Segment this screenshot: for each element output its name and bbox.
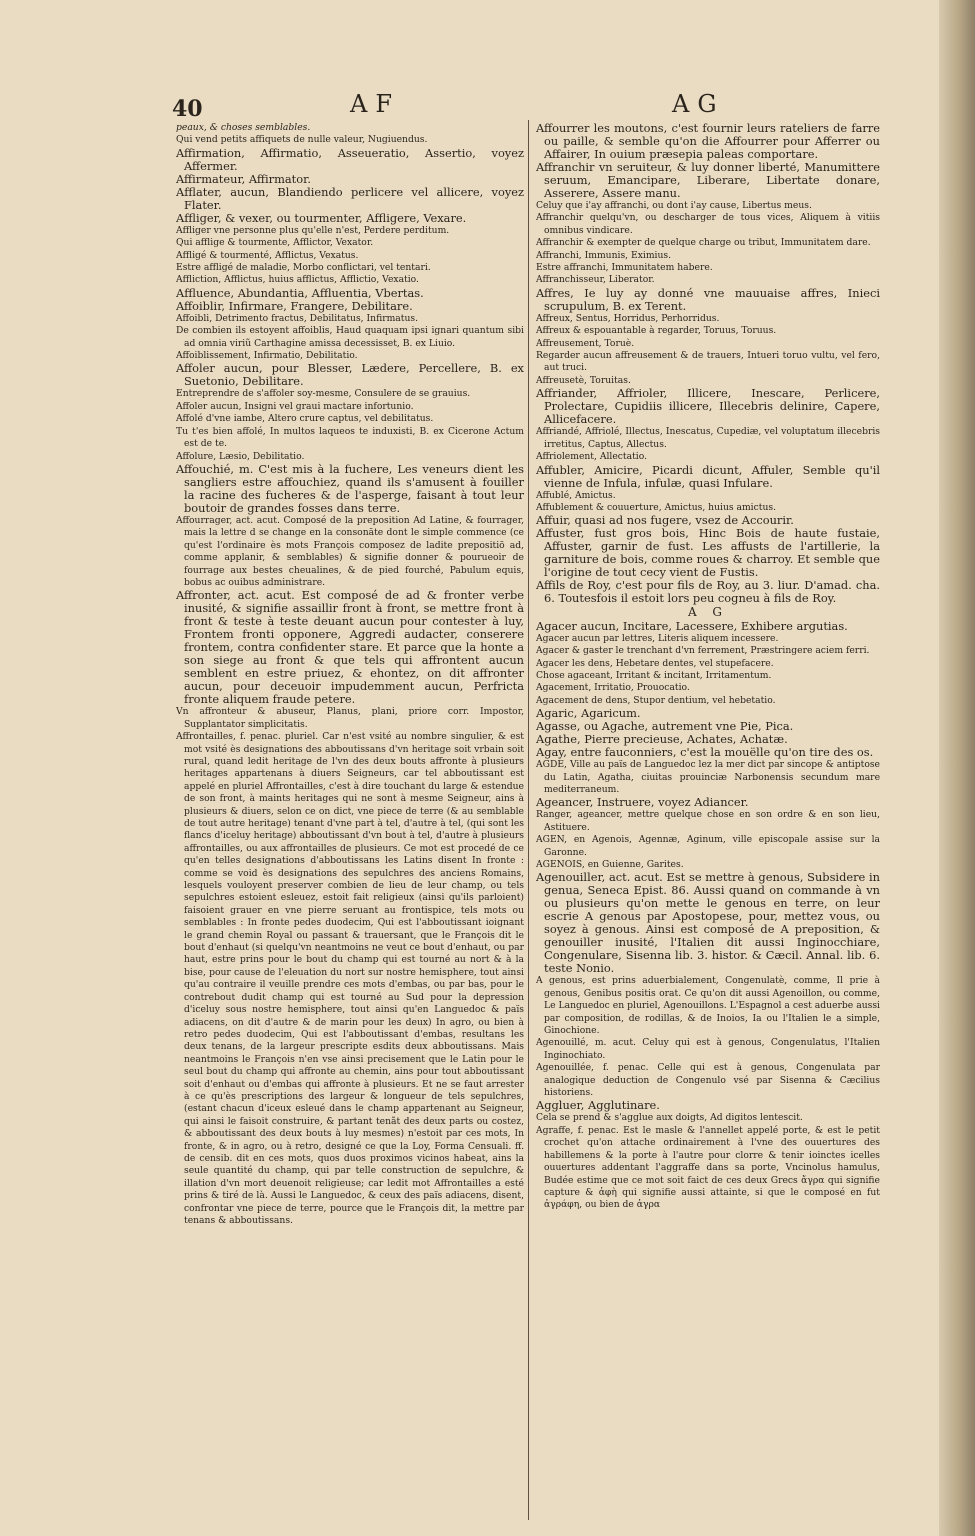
dictionary-entry: Affubler, Amicire, Picardi dicunt, Affuler, Semble qu'il vienne de Infula, infulæ, quasi Infulare. [536, 462, 880, 490]
dictionary-entry: Affranchir quelqu'vn, ou descharger de tous vices, Aliquem à vitiis omnibus vindicare. [536, 212, 880, 236]
right-column [536, 122, 880, 1522]
dictionary-entry: Vn affronteur & abuseur, Planus, plani, priore corr. Impostor, Supplantator simplicitatis. [176, 706, 524, 730]
dictionary-entry: Affourrer les moutons, c'est fournir leurs rateliers de farre ou paille, & semble qu'on die Affourrer pour Afferrer ou Affairer, In ouium præsepia paleas comportare. [536, 122, 880, 161]
running-head-left: AF [350, 90, 400, 118]
dictionary-entry: Affoler aucun, Insigni vel graui mactare infortunio. [176, 400, 414, 412]
dictionary-entry: Affliger, & vexer, ou tourmenter, Affligere, Vexare. [176, 210, 467, 225]
dictionary-entry: Affouchié, m. C'est mis à la fuchere, Les veneurs dient les sangliers estre affouchiez, quand ils s'amusent à fouiller la racine des fucheres & de l'asperge, faisant à tout leur boutoir de grandes fosses dans terre. [176, 461, 524, 515]
dictionary-entry: Agay, entre fauconniers, c'est la mouëlle qu'on tire des os. [536, 745, 874, 760]
dictionary-entry: Affriander, Affrioler, Illicere, Inescare, Perlicere, Prolectare, Cupidiis illicere, Illecebris delinire, Capere, Allicefacere. [536, 386, 880, 427]
dictionary-entry: Affreux & espouantable à regarder, Toruus, Toruus. [536, 325, 777, 337]
dictionary-entry: Affreusetè, Toruitas. [536, 374, 631, 386]
left-column [176, 122, 524, 1512]
dictionary-entry: Affriolement, Allectatio. [536, 451, 648, 463]
dictionary-entry: Affliction, Afflictus, huius afflictus, Afflictio, Vexatio. [176, 274, 419, 286]
dictionary-entry: Affoler aucun, pour Blesser, Lædere, Percellere, B. ex Suetonio, Debilitare. [176, 361, 524, 389]
column-divider [528, 120, 529, 1520]
dictionary-entry: Affriandé, Affriolé, Illectus, Inescatus, Cupediæ, vel voluptatum illecebris irretitus, Captus, Allectus. [536, 426, 880, 450]
dictionary-entry: A genous, est prins aduerbialement, Congenulatè, comme, Il prie à genous, Genibus positis orat. Ce qu'on dit aussi Agenoillon, ou comme, Le Languedoc en pluriel, Agenouillons. L'Espagnol a cest aduerbe aussi par composition, de rodillas, & de Inoios, Ia ou l'Italien le a simple, Ginochione. [536, 975, 880, 1037]
dictionary-entry: Estre affligé de maladie, Morbo conflictari, vel tentari. [176, 262, 431, 274]
dictionary-entry: Estre affranchi, Immunitatem habere. [536, 262, 713, 274]
page-number: 40 [172, 96, 203, 122]
dictionary-entry: Affligé & tourmenté, Afflictus, Vexatus. [176, 249, 359, 261]
dictionary-entry: Agathe, Pierre precieuse, Achates, Achatæ. [536, 732, 788, 747]
dictionary-entry: Affranchisseur, Liberator. [536, 274, 655, 286]
dictionary-entry: peaux, & choses semblables. [176, 122, 311, 133]
dictionary-entry: Agacer les dens, Hebetare dentes, vel stupefacere. [536, 657, 774, 669]
dictionary-entry: Qui vend petits affiquets de nulle valeur, Nugiuendus. [176, 134, 428, 146]
dictionary-entry: Affres, Ie luy ay donné vne mauuaise affres, Inieci scrupulum, B. ex Terent. [536, 285, 880, 313]
dictionary-entry: Entreprendre de s'affoler soy-mesme, Consulere de se grauius. [176, 388, 471, 400]
dictionary-entry: Agenouiller, act. acut. Est se mettre à genous, Subsidere in genua, Seneca Epist. 86. Aussi quand on commande à vn ou plusieurs qu'on mette le genous en terre, on leur escrie A genous par Apostopese, pour, mettez vous, ou soyez à genous. Ainsi est composé de A preposition, & genouiller inusité, l'Italien dit aussi Inginocchiare, Congenulare, Sisenna lib. 3. histor. & Cæcil. Annal. lib. 6. teste Nonio. [536, 870, 880, 976]
dictionary-entry: Affliger vne personne plus qu'elle n'est, Perdere perditum. [176, 224, 450, 236]
running-head-right: AG [672, 90, 725, 118]
dictionary-entry: Affronter, act. acut. Est composé de ad & fronter verbe inusité, & signifie assaillir front à front, se mettre front à front & teste à teste deuant aucun pour contester à luy, Frontem fronti opponere, Aggredi audacter, conserere frontem, contra confidenter stare. Et parce que la honte a son siege au front & que tels qui affrontent aucun semblent en estre priuez, & ehontez, on dit affronter aucun, pour deceuoir impudemment aucun, Perfricta fronte aliquem fraude petere. [176, 588, 524, 707]
dictionary-entry: Affublement & couuerture, Amictus, huius amictus. [536, 501, 777, 513]
section-heading: A G [687, 605, 729, 620]
dictionary-entry: Ageancer, Instruere, voyez Adiancer. [536, 795, 749, 810]
dictionary-entry: Affirmateur, Affirmator. [176, 171, 311, 186]
dictionary-entry: Affuir, quasi ad nos fugere, vsez de Accourir. [536, 513, 794, 528]
dictionary-entry: Agasse, ou Agache, autrement vne Pie, Pica. [536, 719, 794, 734]
dictionary-entry: Chose agaceant, Irritant & incitant, Irritamentum. [536, 669, 772, 681]
dictionary-entry: Affranchir vn seruiteur, & luy donner liberté, Manumittere seruum, Emancipare, Liberare, Libertate donare, Asserere, Assere manu. [536, 160, 880, 200]
dictionary-entry: Celuy que i'ay affranchi, ou dont i'ay cause, Libertus meus. [536, 200, 812, 211]
dictionary-entry: Agenouillé, m. acut. Celuy qui est à genous, Congenulatus, l'Italien Inginochiato. [536, 1037, 880, 1061]
dictionary-entry: Agenouillée, f. penac. Celle qui est à genous, Congenulata par analogique deduction de Congenulo vsé par Sisenna & Cæcilius historiens. [536, 1062, 880, 1099]
dictionary-entry: Affoiblissement, Infirmatio, Debilitatio. [176, 350, 358, 362]
dictionary-entry: Affuster, fust gros bois, Hinc Bois de haute fustaie, Affuster, garnir de fust. Les affusts de l'artillerie, la garniture de bois, comme roues & charroy. Et semble que l'origine de tout cecy vient de Fustis. [536, 526, 880, 580]
dictionary-entry: Affreux, Sentus, Horridus, Perhorridus. [536, 312, 720, 324]
dictionary-entry: Ranger, ageancer, mettre quelque chose en son ordre & en son lieu, Astituere. [536, 809, 880, 833]
dictionary-entry: Affoibli, Detrimento fractus, Debilitatus, Infirmatus. [176, 312, 419, 324]
dictionary-entry: Affirmation, Affirmatio, Asseueratio, Assertio, voyez Affermer. [176, 145, 524, 173]
dictionary-entry: Agacer & gaster le trenchant d'vn ferrement, Præstringere aciem ferri. [536, 645, 870, 657]
dictionary-entry: Affrontailles, f. penac. pluriel. Car n'est vsité au nombre singulier, & est mot vsité ès designations des abboutissans d'vn heritage soit vrbain soit rural, quand ledit heritage de l'vn des deux bouts affronte à plusieurs heritages appartenans à diuers Seigneurs, car tel abboutissant est appelé en pluriel Affrontailles, c'est à dire touchant du large & estendue de son front, à maints heritages qui ne sont à mesme Seigneur, ains à plusieurs & diuers, selon ce on dict, vne piece de terre (& au semblable de tout autre heritage) tenant d'vne part à tel, d'autre à tel, (qui sont les flancs d'iceluy heritage) abboutissant d'vn bout à tel, d'autre à plusieurs affrontailles, ou aux affrontailles de plusieurs. Ce mot est procedé de ce qu'en telles designations d'abboutissans les Latins disent In fronte : comme se void ès designations des sepulchres des anciens Romains, lesquels vouloyent preserver combien de lieu de leur champ, ou tels sepulchres estoient esleuez, estoit fait religieux (ainsi qu'ils parloient) faisoient grauer en vne pierre seruant au frontispice, tels mots ou semblables : In fronte pedes duodecim, Qui est l'abboutissant ioignant le grand chemin Royal ou passant & trauersant, que le François dit le bout d'enhaut (si quelqu'vn neantmoins ne veut ce bout d'enhaut, ou par haut, estre prins pour le bout du champ qui est tourné au nort & à la bise, pour cause de l'eleuation du nort sur nostre hemisphere, tout ainsi qu'au contraire il veuille prendre ces mots d'embas, ou par bas, pour le contrebout dudit champ qui est tourné au Sud pour la depression d'iceluy sous nostre hemisphere, tout ainsi qu'en Languedoc & païs adiacens, on dit d'autre & de marin pour les deux) In agro, ou bien à retro pedes duodecim, Qui est l'abboutissant d'embas, resultans les deux tenans, de la largeur prescripte esdits deux abboutissans. Mais neantmoins le François n'en vse ainsi precisement que le Latin pour le seul bout du champ qui affronte au chemin, ains pour tout abboutissant soit d'enhaut ou d'embas qui affronte à plusieurs. Et ne se faut arrester à ce qu'ès prescriptions des largeur & longueur de tels sepulchres, (estant chacun d'iceux esleué dans le champ appartenant au Seigneur, qui ainsi le faisoit construire, & partant tenãt des deux parts ou costez, & abboutissant des deux bouts à luy mesmes) n'estoit par ces mots, In fronte, & in agro, ou à retro, designé ce que la Loy, Forma Censuali. ff. de censib. dit en ces mots, quos duos proximos vicinos habeat, ains la seule quantité du champ, qui par telle construction de sepulchre, & illation d'vn mort deuenoit religieuse; car ledit mot Affrontailles a esté prins & tiré de là. Aussi le Languedoc, & ceux des païs adiacens, disent, confrontar vne piece de terre, pource que le François dit, la mettre par tenans & abboutissans. [176, 731, 524, 1226]
dictionary-entry: Affils de Roy, c'est pour fils de Roy, au 3. liur. D'amad. cha. 6. Toutesfois il estoit lors peu cogneu à fils de Roy. [536, 578, 880, 606]
dictionary-entry: Affranchir & exempter de quelque charge ou tribut, Immunitatem dare. [536, 237, 871, 249]
dictionary-entry: Agacement de dens, Stupor dentium, vel hebetatio. [536, 694, 776, 706]
dictionary-entry: Afflater, aucun, Blandiendo perlicere vel allicere, voyez Flater. [176, 184, 524, 212]
dictionary-entry: Aggluer, Agglutinare. [536, 1098, 660, 1113]
dictionary-entry: Affranchi, Immunis, Eximius. [536, 249, 672, 261]
dictionary-entry: AGEN, en Agenois, Agennæ, Aginum, ville episcopale assise sur la Garonne. [536, 834, 880, 858]
dictionary-entry: Agraffe, f. penac. Est le masle & l'annellet appelé porte, & est le petit crochet qu'on attache ordinairement à l'vne des ouuertures des habillemens & la porte à l'autre pour clorre & tenir ioinctes icelles ouuertures addentant l'aggraffe dans sa porte, Vncinolus hamulus, Budée estime que ce mot soit faict de ces deux Grecs ἄγρα qui signifie capture & ἀφὴ qui signifie aussi attainte, si que le composé en fut ἀγράφη, ou bien de ἀγρα [536, 1124, 880, 1211]
dictionary-entry: Tu t'es bien affolé, In multos laqueos te induxisti, B. ex Cicerone Actum est de te. [176, 425, 524, 450]
dictionary-entry: Affublé, Amictus. [536, 489, 616, 501]
book-binding-edge [939, 0, 975, 1536]
dictionary-entry: Affourrager, act. acut. Composé de la preposition Ad Latine, & fourrager, mais la lettre d se change en la consonāte dont le simple commence (ce qu'est l'ordinaire ès mots François composez de ladite prepositiō ad, comme applanir, & semblables) & signifie donner & pourueoir de fourrage aux bestes cheualines, & de pied fourché, Pabulum equis, bobus ac ouibus administrare. [176, 514, 524, 588]
dictionary-entry: Affreusement, Toruè. [536, 337, 635, 349]
dictionary-entry: AGDE, Ville au païs de Languedoc lez la mer dict par sincope & antiptose du Latin, Agatha, ciuitas prouinciæ Narbonensis secundum mare mediterraneum. [536, 759, 880, 795]
dictionary-entry: Affolé d'vne iambe, Altero crure captus, vel debilitatus. [176, 413, 434, 425]
dictionary-entry: AGENOIS, en Guienne, Garites. [536, 859, 684, 870]
dictionary-entry: Agacement, Irritatio, Prouocatio. [536, 682, 690, 694]
dictionary-entry: Affoiblir, Infirmare, Frangere, Debilitare. [176, 298, 413, 313]
dictionary-entry: Affluence, Abundantia, Affluentia, Vbertas. [176, 285, 424, 300]
dictionary-entry: Affolure, Læsio, Debilitatio. [176, 450, 305, 462]
dictionary-entry: Agacer aucun par lettres, Literis aliquem incessere. [536, 632, 779, 644]
dictionary-entry: Qui afflige & tourmente, Afflictor, Vexator. [176, 237, 374, 249]
dictionary-entry: Agacer aucun, Incitare, Lacessere, Exhibere argutias. [536, 618, 848, 633]
dictionary-entry: Agaric, Agaricum. [536, 706, 641, 721]
dictionary-entry: De combien ils estoyent affoiblis, Haud quaquam ipsi ignari quantum sibi ad omnia viriũ Carthagine amissa decessisset, B. ex Liuio. [176, 325, 524, 349]
dictionary-entry: Regarder aucun affreusement & de trauers, Intueri toruo vultu, vel fero, aut truci. [536, 350, 880, 374]
dictionary-entry: Cela se prend & s'agglue aux doigts, Ad digitos lentescit. [536, 1112, 803, 1124]
